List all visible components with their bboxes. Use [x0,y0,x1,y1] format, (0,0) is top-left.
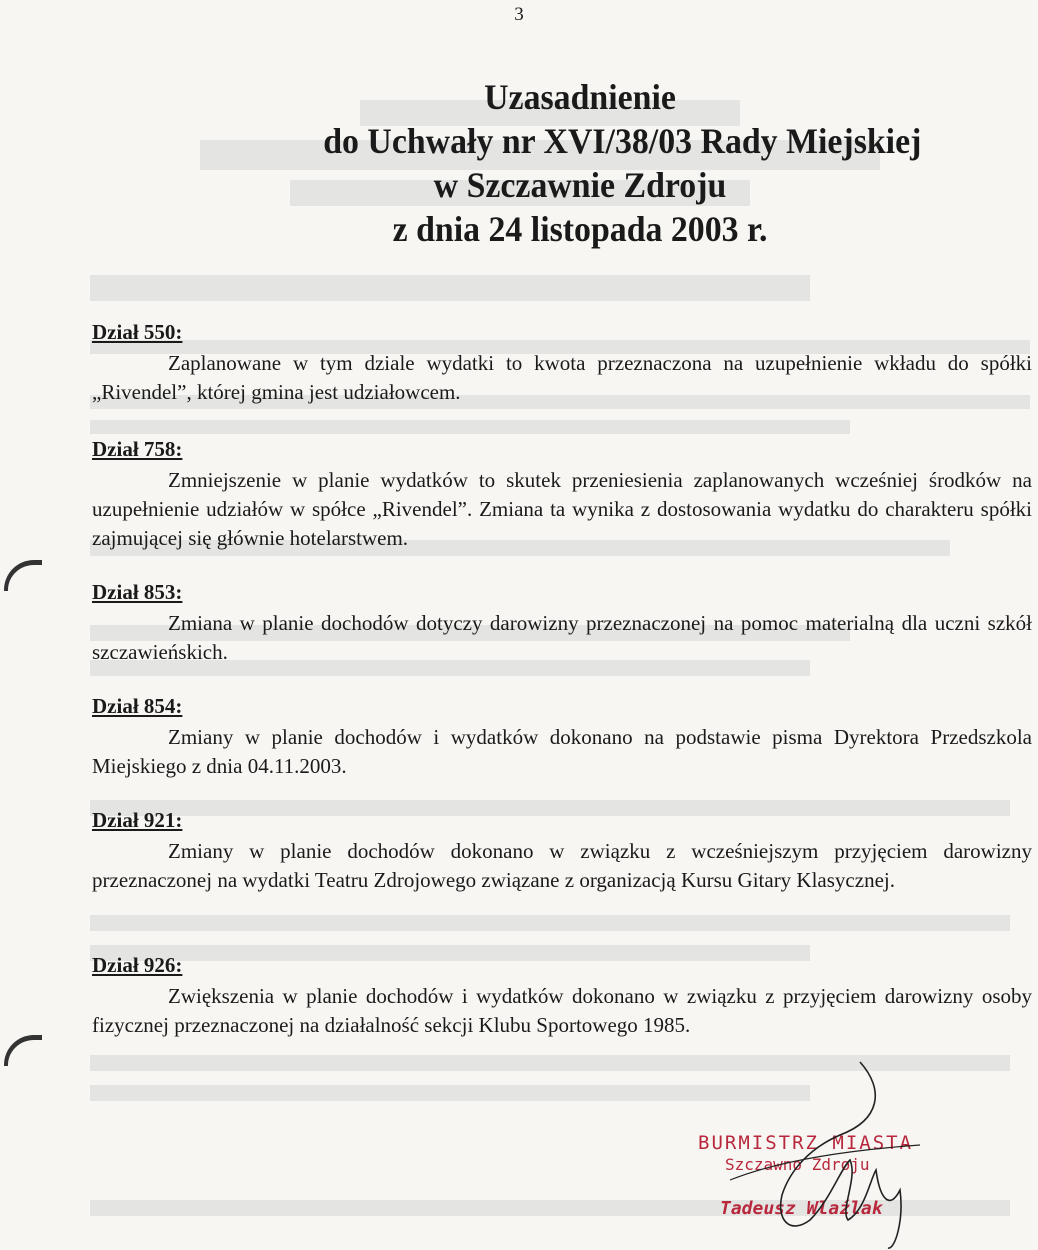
section-body: Zwiększenia w planie dochodów i wydatków dokonano w związku z przyjęciem darowizny osoby fizycznej przeznaczonej na działalność sekcji Klubu Sportowego 1985. [92,984,1032,1037]
section-dzial-926 [92,951,1032,1040]
section-body: Zaplanowane w tym dziale wydatki to kwota przeznaczona na uzupełnienie wkładu do spółki „Rivendel”, której gmina jest udziałowcem. [92,351,1032,404]
page-number: 3 [514,4,524,25]
section-heading: Dział 758: [92,437,183,461]
section-heading: Dział 926: [92,953,183,977]
binder-hole-mark [4,1035,42,1066]
stamp-title: BURMISTRZ MIASTA [698,1132,914,1154]
section-heading: Dział 854: [92,694,183,718]
stamp-town: Szczawno Zdroju [725,1155,870,1174]
title-line-2: do Uchwały nr XVI/38/03 Rady Miejskiej [323,121,922,161]
section-body: Zmniejszenie w planie wydatków to skutek przeniesienia zaplanowanych wcześniej środków na uzupełnienie udziałów w spółce „Rivendel”. Zmiana ta wynika z dostosowania wydatku do charakteru spółki zajmującej się głównie hotelarstwem. [92,468,1032,550]
section-body: Zmiany w planie dochodów i wydatków dokonano na podstawie pisma Dyrektora Przedszkola Miejskiego z dnia 04.11.2003. [92,725,1032,778]
section-dzial-921 [92,806,1032,895]
stamp-name: Tadeusz Wlaźlak [720,1198,883,1219]
section-heading: Dział 921: [92,808,183,832]
section-heading: Dział 853: [92,580,183,604]
section-body: Zmiany w planie dochodów dokonano w związku z wcześniejszym przyjęciem darowizny przeznaczonej na wydatki Teatru Zdrojowego związane z organizacją Kursu Gitary Klasycznej. [92,839,1032,892]
section-dzial-853 [92,578,1032,667]
section-dzial-854 [92,692,1032,781]
document-title [176,75,984,251]
handwritten-signature [690,1060,950,1250]
section-dzial-758 [92,435,1032,553]
title-line-3: w Szczawnie Zdroju [433,165,727,205]
title-line-4: z dnia 24 listopada 2003 r. [392,209,768,249]
section-body: Zmiana w planie dochodów dotyczy darowizny przeznaczonej na pomoc materialną dla uczni szkół szczawieńskich. [92,611,1032,664]
section-dzial-550 [92,318,1032,407]
binder-hole-mark [4,560,42,591]
section-heading: Dział 550: [92,320,183,344]
title-line-1: Uzasadnienie [484,77,676,117]
